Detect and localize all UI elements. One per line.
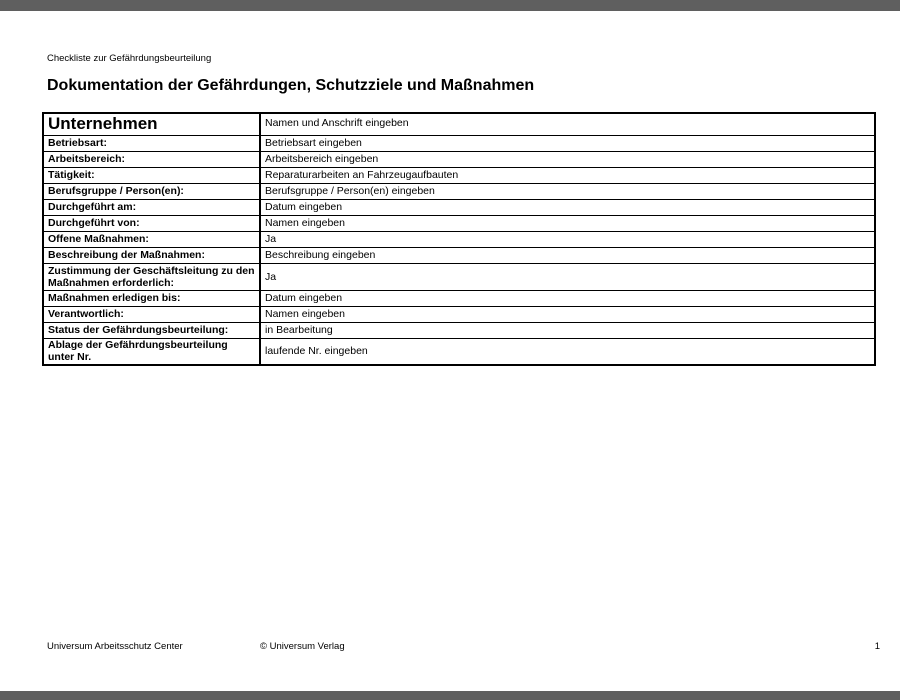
viewer-bottom-bar: [0, 691, 900, 700]
row-label: Zustimmung der Geschäftsleitung zu den Maßnahmen erforderlich:: [43, 263, 260, 290]
row-label: Unternehmen: [43, 113, 260, 135]
row-value[interactable]: Ja: [260, 231, 875, 247]
row-label: Maßnahmen erledigen bis:: [43, 290, 260, 306]
footer-company: Universum Arbeitsschutz Center: [47, 641, 183, 652]
row-value[interactable]: laufende Nr. eingeben: [260, 338, 875, 365]
row-value[interactable]: Reparaturarbeiten an Fahrzeugaufbauten: [260, 167, 875, 183]
row-value[interactable]: in Bearbeitung: [260, 322, 875, 338]
row-value[interactable]: Namen und Anschrift eingeben: [260, 113, 875, 135]
assessment-table: [42, 112, 876, 366]
table-row-durchgefuehrt-am: [43, 199, 875, 215]
page-number: 1: [874, 641, 880, 652]
table-row-beschreibung: [43, 247, 875, 263]
table-row-status: [43, 322, 875, 338]
table-row-taetigkeit: [43, 167, 875, 183]
row-label: Betriebsart:: [43, 135, 260, 151]
row-value[interactable]: Beschreibung eingeben: [260, 247, 875, 263]
footer-copyright: © Universum Verlag: [260, 641, 345, 652]
table-row-durchgefuehrt-von: [43, 215, 875, 231]
table-row-arbeitsbereich: [43, 151, 875, 167]
document-page: [0, 11, 900, 691]
row-label: Berufsgruppe / Person(en):: [43, 183, 260, 199]
table-row-zustimmung: [43, 263, 875, 290]
viewer-top-bar: [0, 0, 900, 11]
row-label: Durchgeführt von:: [43, 215, 260, 231]
row-value[interactable]: Arbeitsbereich eingeben: [260, 151, 875, 167]
row-value[interactable]: Datum eingeben: [260, 199, 875, 215]
table-row-offene-massnahmen: [43, 231, 875, 247]
table-row-verantwortlich: [43, 306, 875, 322]
row-value[interactable]: Namen eingeben: [260, 215, 875, 231]
page-title: Dokumentation der Gefährdungen, Schutzziele und Maßnahmen: [47, 77, 535, 94]
row-value[interactable]: Namen eingeben: [260, 306, 875, 322]
row-label: Tätigkeit:: [43, 167, 260, 183]
row-label: Durchgeführt am:: [43, 199, 260, 215]
row-value[interactable]: Berufsgruppe / Person(en) eingeben: [260, 183, 875, 199]
row-value[interactable]: Betriebsart eingeben: [260, 135, 875, 151]
table-row-erledigen-bis: [43, 290, 875, 306]
table-row-company: [43, 113, 875, 135]
row-value[interactable]: Ja: [260, 263, 875, 290]
row-label: Verantwortlich:: [43, 306, 260, 322]
row-label: Status der Gefährdungsbeurteilung:: [43, 322, 260, 338]
row-label: Ablage der Gefährdungsbeurteilung unter Nr.: [43, 338, 260, 365]
row-label: Offene Maßnahmen:: [43, 231, 260, 247]
table-row-ablage: [43, 338, 875, 365]
table-row-berufsgruppe: [43, 183, 875, 199]
row-label: Beschreibung der Maßnahmen:: [43, 247, 260, 263]
row-value[interactable]: Datum eingeben: [260, 290, 875, 306]
table-row-betriebsart: [43, 135, 875, 151]
document-subtitle: Checkliste zur Gefährdungsbeurteilung: [47, 53, 212, 64]
row-label: Arbeitsbereich:: [43, 151, 260, 167]
